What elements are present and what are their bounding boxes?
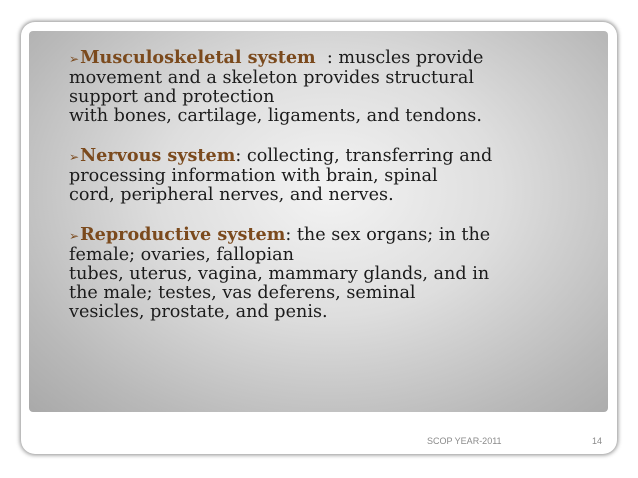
term-nervous: Nervous system xyxy=(80,145,236,166)
bullet-line: the male; testes, vas deferens, seminal xyxy=(69,283,416,303)
bullet-list xyxy=(69,48,599,342)
term-musculoskeletal: Musculoskeletal system xyxy=(80,47,316,68)
bullet-line: movement and a skeleton provides structural xyxy=(69,68,474,88)
bullet-reproductive xyxy=(69,225,599,322)
bullet-line: vesicles, prostate, and penis. xyxy=(69,302,328,322)
bullet-line: processing information with brain, spinal xyxy=(69,166,438,186)
bullet-line: support and protection xyxy=(69,87,275,107)
bullet-first-line-rest: : the sex organs; in the xyxy=(285,225,491,245)
bullet-nervous xyxy=(69,146,599,205)
arrow-bullet-icon: ➢ xyxy=(69,150,80,164)
bullet-first-line xyxy=(69,48,599,69)
bullet-first-line-rest: : collecting, transferring and xyxy=(235,146,493,166)
arrow-bullet-icon: ➢ xyxy=(69,229,80,243)
footer-text: SCOP YEAR-2011 xyxy=(427,436,502,446)
bullet-line: tubes, uterus, vagina, mammary glands, and in xyxy=(69,264,490,284)
bullet-musculoskeletal xyxy=(69,48,599,126)
bullet-first-line xyxy=(69,146,599,167)
slide-number: 14 xyxy=(592,436,603,446)
bullet-first-line xyxy=(69,225,599,246)
arrow-bullet-icon: ➢ xyxy=(69,52,80,66)
bullet-line: cord, peripheral nerves, and nerves. xyxy=(69,185,394,205)
term-reproductive: Reproductive system xyxy=(80,224,286,245)
bullet-line: with bones, cartilage, ligaments, and tendons. xyxy=(69,106,482,126)
bullet-line: female; ovaries, fallopian xyxy=(69,245,294,265)
bullet-first-line-rest: : muscles provide xyxy=(315,48,484,68)
